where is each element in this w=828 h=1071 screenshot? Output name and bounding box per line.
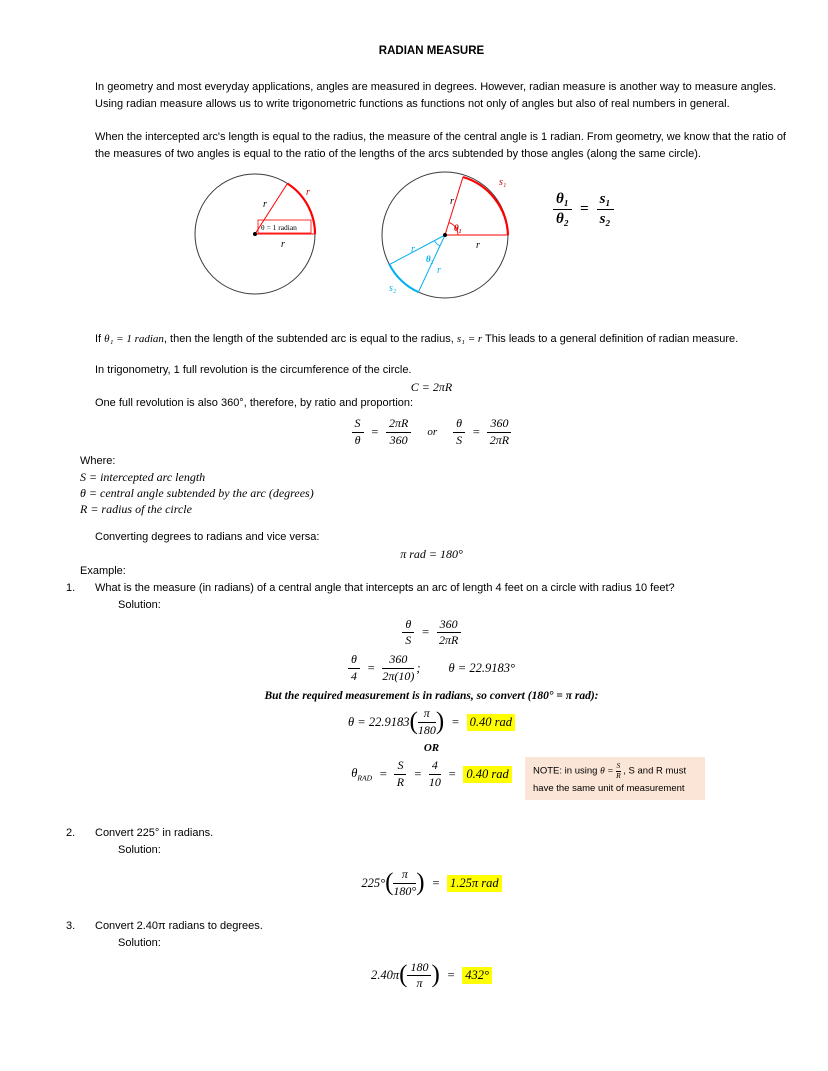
page-title: RADIAN MEASURE: [378, 45, 485, 57]
math-term: 2πR: [439, 633, 459, 648]
math-term: 360: [382, 653, 414, 669]
math-term: R: [396, 775, 405, 790]
note-text: , S and R must: [623, 766, 687, 778]
equals-sign: =: [446, 968, 456, 983]
example-1-number: 1.: [66, 581, 76, 594]
circumference-formula: C = 2πR: [410, 380, 453, 394]
theta-rad-symbol: [351, 766, 372, 783]
left-circle-radius-label: r: [263, 199, 267, 210]
math-term: S: [394, 759, 406, 775]
spacer: [95, 904, 768, 918]
definition-text: This leads to a general definition of radian measure.: [482, 333, 739, 345]
example-1-question: What is the measure (in radians) of a central angle that intercepts an arc of length 4 feet on a circle with radius 10 feet?: [95, 581, 675, 594]
or-separator: OR: [423, 742, 440, 755]
angle-arc-ratio-formula: [553, 191, 614, 229]
example-2-question: Convert 225° in radians.: [95, 826, 214, 839]
example-2-number: 2.: [66, 826, 76, 839]
note-text: NOTE: in using: [533, 766, 601, 778]
trig-intro-line: In trigonometry, 1 full revolution is the circumference of the circle.: [95, 364, 412, 376]
where-definition-s: S = intercepted arc length: [80, 469, 206, 484]
math-expression: 2.40π: [371, 968, 400, 983]
example-2-solution-label: Solution:: [118, 843, 161, 856]
left-circle-base-radius-label: r: [281, 239, 285, 250]
example-2-item: [66, 825, 768, 841]
converting-heading: Converting degrees to radians and vice versa:: [95, 530, 320, 543]
equals-sign: =: [472, 424, 481, 439]
math-expression: 225°: [361, 875, 386, 890]
ex3-equation: [95, 961, 768, 992]
right-radius-label: r: [476, 240, 480, 251]
highlighted-answer: 1.25π rad: [447, 875, 502, 892]
math-term: S: [616, 761, 621, 771]
math-term: θ₂: [556, 211, 570, 228]
note-mini-fraction: [616, 762, 622, 780]
equals-sign: =: [451, 714, 460, 729]
ex1-step2-equation: [95, 653, 768, 684]
math-term: θ: [453, 417, 465, 433]
math-term: 180: [407, 961, 431, 977]
fraction: [394, 759, 406, 790]
highlighted-answer: 0.40 rad: [467, 714, 515, 731]
math-term: S: [405, 633, 412, 648]
example-3-solution-label: Solution:: [118, 936, 161, 949]
pi-rad-identity: π rad = 180°: [400, 546, 463, 561]
theta-rad-subscript: RAD: [357, 773, 373, 783]
equals-sign: =: [421, 625, 430, 640]
where-definition-theta: θ = central angle subtended by the arc (degrees): [80, 485, 314, 500]
highlighted-answer: 0.40 rad: [463, 766, 511, 783]
math-term: S: [352, 417, 364, 433]
example-1-solution-label: Solution:: [118, 598, 161, 611]
note-mini-equation: θ =: [600, 767, 614, 778]
left-paren: (: [385, 868, 394, 896]
math-term: s₂: [599, 211, 611, 228]
where-definition-r: R = radius of the circle: [80, 501, 192, 516]
math-term: θ: [348, 653, 360, 669]
equals-sign: =: [366, 660, 376, 675]
fraction: [429, 759, 441, 790]
where-label: Where:: [80, 454, 116, 467]
theta2-label: θ₂: [426, 254, 434, 264]
two-angle-circle-diagram: [378, 167, 530, 319]
fraction: [418, 707, 436, 738]
fraction: [393, 868, 416, 899]
math-expression: θ = 22.9183: [348, 714, 410, 729]
fraction: [437, 618, 461, 649]
example-1-item: [66, 580, 768, 596]
math-term: 360: [437, 618, 461, 634]
equals-sign: =: [379, 767, 388, 782]
fraction: [352, 417, 364, 448]
math-term: 2π(10): [382, 668, 415, 683]
math-term: 2πR: [386, 417, 411, 433]
blue-radius-label-2: r: [437, 265, 441, 276]
blue-radius-label-1: r: [411, 244, 415, 255]
ex1-conversion-note: But the required measurement is in radians, so convert (180° = π rad):: [264, 689, 599, 702]
left-circle-arc-length-label: r: [306, 187, 310, 198]
example-3-number: 3.: [66, 919, 76, 932]
definition-math-theta: θ₁ = 1 radian: [104, 333, 164, 345]
math-term: π: [393, 868, 416, 884]
fraction: [407, 961, 431, 992]
semicolon: ;: [416, 660, 421, 675]
fraction: [386, 417, 411, 448]
note-text: have the same unit of measurement: [533, 782, 685, 794]
ex2-equation: [95, 868, 768, 899]
math-term: R: [616, 771, 621, 780]
upper-radius-label: r: [450, 196, 454, 207]
or-word: or: [427, 426, 438, 439]
theta1-label: θ₁: [454, 223, 462, 233]
left-paren: (: [399, 961, 408, 989]
arc-s1-label: s₁: [499, 177, 507, 188]
math-term: 360: [487, 417, 511, 433]
math-term: 180°: [393, 883, 417, 898]
equals-sign: =: [413, 767, 422, 782]
math-term: 4: [429, 759, 441, 775]
math-term: θ₁: [553, 191, 572, 210]
right-paren: ): [431, 961, 440, 989]
math-term: π: [416, 976, 423, 991]
fraction: [453, 417, 465, 448]
diagram-row: [95, 167, 768, 319]
definition-text: If: [95, 333, 105, 345]
theta-ratio-fraction: [553, 191, 572, 229]
example-3-item: [66, 918, 768, 934]
equals-sign: =: [370, 424, 379, 439]
highlighted-answer: 432°: [462, 967, 492, 984]
math-term: 10: [428, 775, 441, 790]
math-term: θ: [402, 618, 414, 634]
left-circle-angle-label: θ = 1 radian: [261, 223, 297, 232]
ratio-proportion-intro: One full revolution is also 360°, therefore, by ratio and proportion:: [95, 397, 414, 409]
ex1-step4-equation: [95, 758, 768, 794]
math-term: 4: [350, 668, 357, 683]
math-term: S: [456, 432, 463, 447]
fraction: [487, 417, 511, 448]
definition-math-s1: s₁ = r: [456, 333, 483, 345]
example-3-question: Convert 2.40π radians to degrees.: [95, 919, 263, 932]
intro-paragraph-1: In geometry and most everyday applications, angles are measured in degrees. However, radian measure is another way to measure angles. Using radian measure allows us to write trigonometric functions as functions not only of angles but also of real numbers in general.: [95, 81, 777, 110]
proportion-equation: [95, 417, 768, 448]
math-term: 360: [389, 432, 408, 447]
math-term: 180: [417, 722, 436, 737]
definition-text: , then the length of the subtended arc is equal to the radius,: [163, 333, 457, 345]
radian-definition-sentence: [95, 331, 768, 348]
math-term: θ: [351, 766, 358, 781]
math-term: π: [418, 707, 436, 723]
note-box: [525, 757, 705, 799]
ex1-step3-equation: [95, 707, 768, 738]
equals-sign: =: [447, 767, 457, 782]
math-term: θ: [354, 432, 361, 447]
math-term: s₁: [597, 191, 614, 210]
fraction: [402, 618, 414, 649]
arc-s2-label: s₂: [389, 283, 397, 294]
ex1-step1-equation: [95, 618, 768, 649]
arc-ratio-fraction: [597, 191, 614, 229]
right-paren: ): [435, 707, 445, 735]
example-label: Example:: [80, 564, 126, 577]
right-paren: ): [416, 868, 425, 896]
fraction: [382, 653, 414, 684]
equals-sign: =: [431, 875, 440, 890]
one-radian-circle-diagram: [183, 169, 328, 311]
left-paren: (: [409, 707, 418, 735]
intro-paragraph-2: When the intercepted arc's length is equal to the radius, the measure of the central angle is 1 radian. From geometry, we know that the ratio of the measures of two angles is equal to the ratio of the lengths of the arcs subtended by those angles (along the same circle).: [95, 131, 786, 160]
equals-sign: =: [580, 201, 589, 218]
ex1-degree-result: θ = 22.9183°: [448, 660, 515, 675]
math-term: 2πR: [489, 432, 510, 447]
fraction: [348, 653, 360, 684]
